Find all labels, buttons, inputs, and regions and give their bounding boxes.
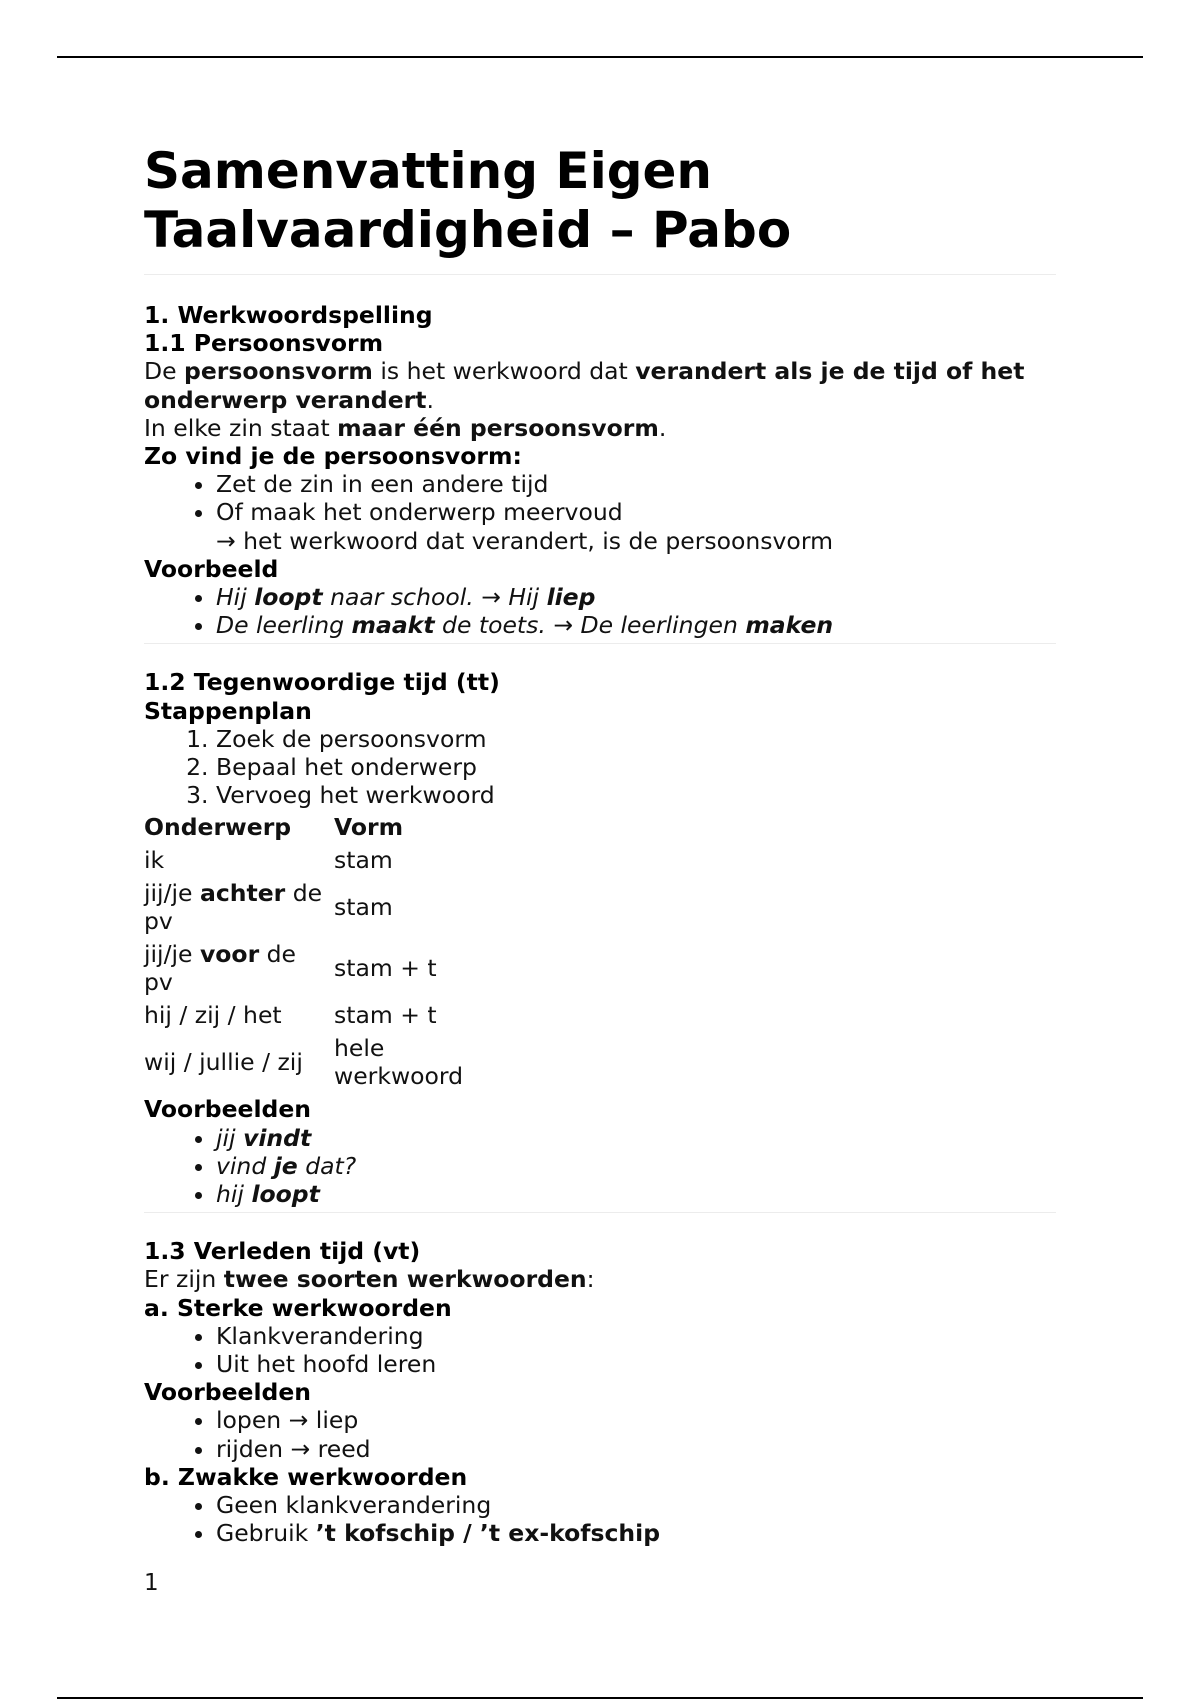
- arrow-note: → het werkwoord dat verandert, is de persoonsvorm: [216, 526, 833, 555]
- paragraph-one-pv: In elke zin staat maar één persoonsvorm.: [144, 413, 667, 442]
- vt-examples-list: [144, 1406, 1056, 1462]
- example-list: [144, 583, 1056, 639]
- title-divider: [144, 274, 1056, 275]
- table-cell: hij / zij / het: [144, 1001, 282, 1030]
- list-item: • Hij loopt naar school. → Hij liep: [216, 583, 1056, 611]
- strong-verbs-heading: a. Sterke werkwoorden: [144, 1293, 452, 1322]
- table-cell: wij / jullie / zij: [144, 1048, 303, 1077]
- list-item: • Klankverandering: [216, 1322, 1056, 1350]
- find-pv-list: [144, 470, 1056, 526]
- conjugation-table: [144, 811, 478, 1093]
- list-item: 3. Vervoeg het werkwoord: [216, 781, 1056, 809]
- section-divider: [144, 643, 1056, 644]
- steps-list: [144, 725, 1056, 810]
- paragraph-definition: De persoonsvorm is het werkwoord dat verandert als je de tijd of het onderwerp verandert.: [144, 357, 1025, 414]
- strong-verbs-list: [144, 1322, 1056, 1378]
- list-item: • lopen → liep: [216, 1406, 1056, 1434]
- list-item: • jij vindt: [216, 1124, 1056, 1152]
- list-item: • Uit het hoofd leren: [216, 1350, 1056, 1378]
- document-title: Samenvatting Eigen Taalvaardigheid – Pabo: [144, 142, 792, 259]
- section-heading-tegenwoordige-tijd: 1.2 Tegenwoordige tijd (tt): [144, 668, 500, 697]
- list-item: • Geen klankverandering: [216, 1491, 1056, 1519]
- examples-heading: Voorbeelden: [144, 1095, 312, 1124]
- table-header-row: [144, 811, 478, 844]
- examples-heading: Voorbeelden: [144, 1378, 312, 1407]
- table-cell: hele werkwoord: [334, 1034, 464, 1091]
- table-cell: stam: [334, 893, 393, 922]
- section-heading-verleden-tijd: 1.3 Verleden tijd (vt): [144, 1237, 421, 1266]
- table-cell: stam + t: [334, 954, 437, 983]
- table-cell: stam + t: [334, 1001, 437, 1030]
- table-header-vorm: Vorm: [334, 813, 404, 842]
- table-row: [144, 844, 478, 877]
- paragraph-intro: Er zijn twee soorten werkwoorden:: [144, 1265, 595, 1294]
- table-row: [144, 1032, 478, 1093]
- example-heading: Voorbeeld: [144, 554, 279, 583]
- tt-examples-list: [144, 1124, 1056, 1209]
- page-number: 1: [144, 1570, 159, 1596]
- list-item: • Of maak het onderwerp meervoud: [216, 498, 1056, 526]
- document-body: [144, 142, 1056, 1548]
- table-row: [144, 999, 478, 1032]
- list-item: 1. Zoek de persoonsvorm: [216, 725, 1056, 753]
- list-item: 2. Bepaal het onderwerp: [216, 753, 1056, 781]
- find-pv-heading: Zo vind je de persoonsvorm:: [144, 442, 522, 471]
- section-heading-werkwoordspelling: 1. Werkwoordspelling: [144, 301, 433, 329]
- section-divider: [144, 1212, 1056, 1213]
- subheading-persoonsvorm: 1.1 Persoonsvorm: [144, 329, 384, 358]
- table-cell: jij/je achter de pv: [144, 879, 323, 936]
- list-item: • Gebruik ’t kofschip / ’t ex-kofschip: [216, 1519, 1056, 1547]
- weak-verbs-list: [144, 1491, 1056, 1547]
- stappenplan-heading: Stappenplan: [144, 696, 312, 725]
- list-item: • hij loopt: [216, 1180, 1056, 1208]
- list-item: • Zet de zin in een andere tijd: [216, 470, 1056, 498]
- list-item: • vind je dat?: [216, 1152, 1056, 1180]
- table-row: [144, 877, 478, 938]
- list-item: • rijden → reed: [216, 1435, 1056, 1463]
- table-cell: jij/je voor de pv: [144, 940, 297, 997]
- bottom-rule: [57, 1697, 1143, 1699]
- top-rule: [57, 56, 1143, 58]
- table-row: [144, 938, 478, 999]
- list-item: • De leerling maakt de toets. → De leerlingen maken: [216, 611, 1056, 639]
- weak-verbs-heading: b. Zwakke werkwoorden: [144, 1462, 468, 1491]
- table-header-onderwerp: Onderwerp: [144, 813, 292, 842]
- table-cell: ik: [144, 846, 165, 875]
- table-cell: stam: [334, 846, 393, 875]
